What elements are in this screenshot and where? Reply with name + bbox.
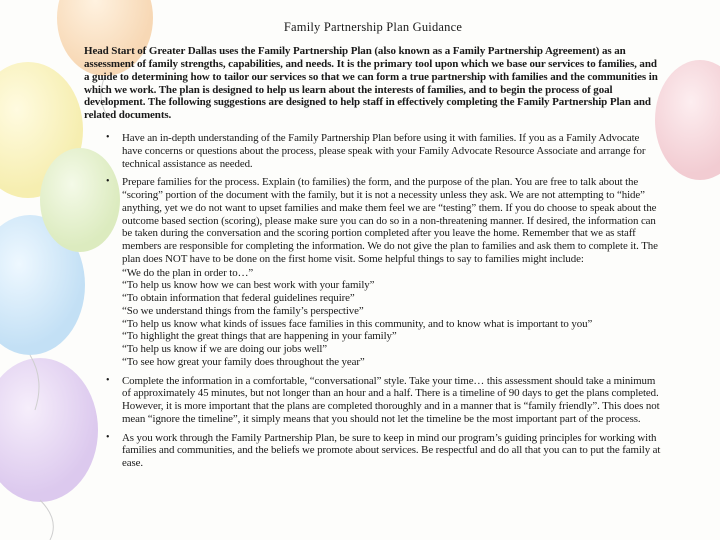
list-item <box>84 375 662 426</box>
phrase-item: “To obtain information that federal guidelines require” <box>122 292 355 305</box>
phrase-item: “So we understand things from the family’s perspective” <box>122 304 364 317</box>
phrase-item: “To see how great your family does throughout the year” <box>122 355 365 368</box>
list-item-text: Prepare families for the process. Explain (to families) the form, and the purpose of the plan. You are free to talk about the “scoring” portion of the document with the family, but it is not a necessity unless they ask. We are not attempting to “hide” anything, yet we do not want to upset families and make them feel we are “testing” them. If you do choose to speak about the outcome based section (scoring), please make sure you can do so in a non-threatening manner. If desired, the information can be taken during the conversation and the scoring portion completed after you leave the home. Remember that we as staff members are responsible for completing the information. We do not give the plan to families and ask them to complete it. The plan does NOT have to be done on the first home visit. Some helpful things to say to families might include: <box>122 176 658 265</box>
list-item <box>84 176 662 368</box>
phrase-item: “To help us know if we are doing our jobs well” <box>122 343 328 356</box>
bullet-icon: • <box>106 132 110 144</box>
helpful-phrases-list <box>122 267 662 369</box>
phrase-item: “We do the plan in order to…” <box>122 266 254 279</box>
list-item-text: Complete the information in a comfortable, “conversational” style. Take your time… this assessment should take a minimum of approximately 45 minutes, but not longer than an hour and a half. There is a timeline of 90 days to get the plans completed. However, it is more important that the plans are completed thoroughly and in a manner that is “family friendly”. This does not mean “ignore the timeline”, it simply means that you should not let the timeline be the most important part of the process. <box>122 374 660 425</box>
list-item <box>84 432 662 470</box>
balloon-pink-right <box>655 60 720 180</box>
list-item-text: As you work through the Family Partnership Plan, be sure to keep in mind our program’s guiding principles for working with families and communities, and the beliefs we promote about services. Be respectful and do all that you can to put the family at ease. <box>122 431 661 470</box>
guidance-document <box>84 20 662 476</box>
phrase-item: “To help us know what kinds of issues face families in this community, and to know what is important to you” <box>122 317 593 330</box>
bullet-icon: • <box>106 176 110 188</box>
bullet-icon: • <box>106 374 110 386</box>
phrase-item: “To highlight the great things that are happening in your family” <box>122 330 397 343</box>
document-title: Family Partnership Plan Guidance <box>283 20 463 34</box>
guidance-list <box>84 132 662 470</box>
bullet-icon: • <box>106 431 110 443</box>
list-item <box>84 132 662 170</box>
phrase-item: “To help us know how we can best work with your family” <box>122 279 375 292</box>
intro-paragraph: Head Start of Greater Dallas uses the Family Partnership Plan (also known as a Family Partnership Agreement) as an assessment of family strengths, capabilities, and needs. It is the primary tool upon which we base our services to families, and a guide to determining how to tailor our services so that we can form a true partnership with families and the communities in which we work. The plan is designed to help us learn about the interests of families, and to begin the process of goal development. The following suggestions are designed to help staff in effectively completing the Family Partnership Plan and related documents. <box>84 45 658 122</box>
list-item-text: Have an in-depth understanding of the Family Partnership Plan before using it with families. If you as a Family Advocate have concerns or questions about the process, please speak with your Family Advocate Resource Associate and arrange for technical assistance as needed. <box>122 132 646 170</box>
